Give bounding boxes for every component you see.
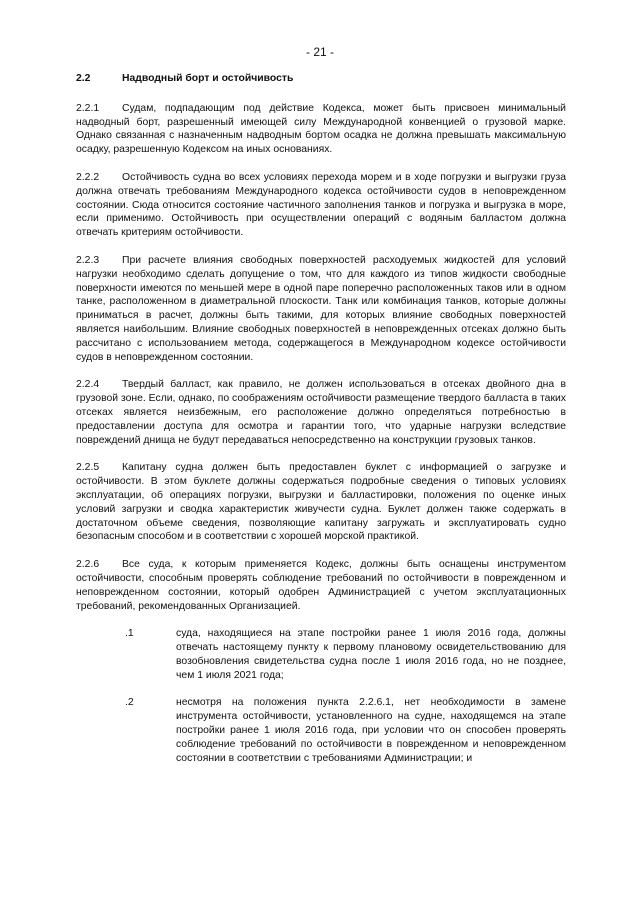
paragraph-number: 2.2.6 bbox=[76, 559, 100, 571]
page-number: - 21 - bbox=[305, 45, 334, 59]
section-number: 2.2 bbox=[76, 73, 91, 84]
list-item bbox=[76, 696, 566, 765]
section-heading bbox=[76, 72, 566, 86]
paragraph-number: 2.2.1 bbox=[76, 102, 100, 114]
list-item-number: .2 bbox=[125, 697, 134, 709]
paragraph-number: 2.2.3 bbox=[76, 254, 100, 266]
paragraph-text: При расчете влияния свободных поверхностей расходуемых жидкостей для условий нагрузки необходимо сделать допущение о том, что для каждого из типов жидкости свободные поверхности имеются по меньшей мере в одной паре поперечно расположенных таков или в одном танке, расположенном в диаметральной плоскости. Танк или комбинация танков, которые должны приниматься в расчет, должны быть такими, для которых влияние свободных поверхностей является наибольшим. Влияние свободных поверхностей в неповрежденных отсеках должно быть рассчитано с использованием метода, содержащегося в Международном кодексе остойчивости судов в неповрежденном состоянии. bbox=[76, 254, 566, 363]
paragraph-text: Остойчивость судна во всех условиях перехода морем и в ходе погрузки и выгрузки груза должна отвечать требованиям Международного кодекса остойчивости судов в неповрежденном состоянии. Сюда относится состояние частичного заполнения танков и погрузка и выгрузка в море, если применимо. Остойчивость при осуществлении операций с водяным балластом должна отвечать критериям остойчивости. bbox=[76, 171, 566, 239]
paragraph-2-2-1 bbox=[76, 102, 566, 157]
paragraph-text: Капитану судна должен быть предоставлен буклет с информацией о загрузке и остойчивости. В этом буклете должны содержаться подробные сведения о типовых условиях эксплуатации, об операциях погрузки, выгрузки и балластировки, положения по оценке иных условий загрузки и сводка характеристик живучести судна. Буклет должен также содержать в достаточном объеме сведения, позволяющие капитану загружать и эксплуатировать судно безопасным способом и в соответствии с хорошей морской практикой. bbox=[76, 462, 566, 543]
document-body bbox=[76, 72, 566, 779]
subitem-list bbox=[76, 627, 566, 765]
paragraph-2-2-4 bbox=[76, 378, 566, 447]
paragraph-number: 2.2.2 bbox=[76, 171, 100, 183]
paragraph-text: Судам, подпадающим под действие Кодекса, может быть присвоен минимальный надводный борт, разрешенный имеющей силу Международной конвенцией о грузовой марке. Однако связанная с назначенным надводным бортом осадка не должна превышать максимальную осадку, разрешенную Кодексом на иных основаниях. bbox=[76, 102, 566, 156]
paragraph-number: 2.2.5 bbox=[76, 462, 100, 474]
paragraph-2-2-5 bbox=[76, 461, 566, 544]
paragraph-text: Твердый балласт, как правило, не должен использоваться в отсеках двойного дна в грузовой зоне. Если, однако, по соображениям остойчивости размещение твердого балласта в таких отсеках является неизбежным, его расположение должно определяться потребностью в предоставлении доступа для осмотра и гарантии того, что ударные нагрузки вследствие повреждений днища не будут передаваться непосредственно на конструкции грузовых танков. bbox=[76, 379, 566, 446]
paragraph-text: Все суда, к которым применяется Кодекс, должны быть оснащены инструментом остойчивости, способным проверять соблюдение требований по остойчивости в поврежденном и неповрежденном состоянии, который одобрен Администрацией с учетом эксплуатационных требований, рекомендованных Организацией. bbox=[76, 559, 566, 612]
section-title: Надводный борт и остойчивость bbox=[122, 73, 294, 84]
list-item-text: суда, находящиеся на этапе постройки ранее 1 июля 2016 года, должны отвечать настоящему пункту к первому плановому освидетельствованию для возобновления свидетельства судна после 1 июля 2016 года, но не позднее, чем 1 июля 2021 года; bbox=[176, 628, 566, 681]
paragraph-2-2-2 bbox=[76, 171, 566, 240]
list-item bbox=[76, 627, 566, 682]
list-item-number: .1 bbox=[125, 628, 134, 640]
paragraph-number: 2.2.4 bbox=[76, 379, 100, 391]
paragraph-2-2-3 bbox=[76, 254, 566, 364]
list-item-text: несмотря на положения пункта 2.2.6.1, нет необходимости в замене инструмента остойчивости, установленного на судне, находящемся на этапе постройки ранее 1 июля 2016 года, при условии что он способен проверять соблюдение требований по остойчивости в поврежденном и неповрежденном состоянии в соответствии с требованиями Администрации; и bbox=[176, 697, 566, 764]
paragraph-2-2-6 bbox=[76, 558, 566, 613]
